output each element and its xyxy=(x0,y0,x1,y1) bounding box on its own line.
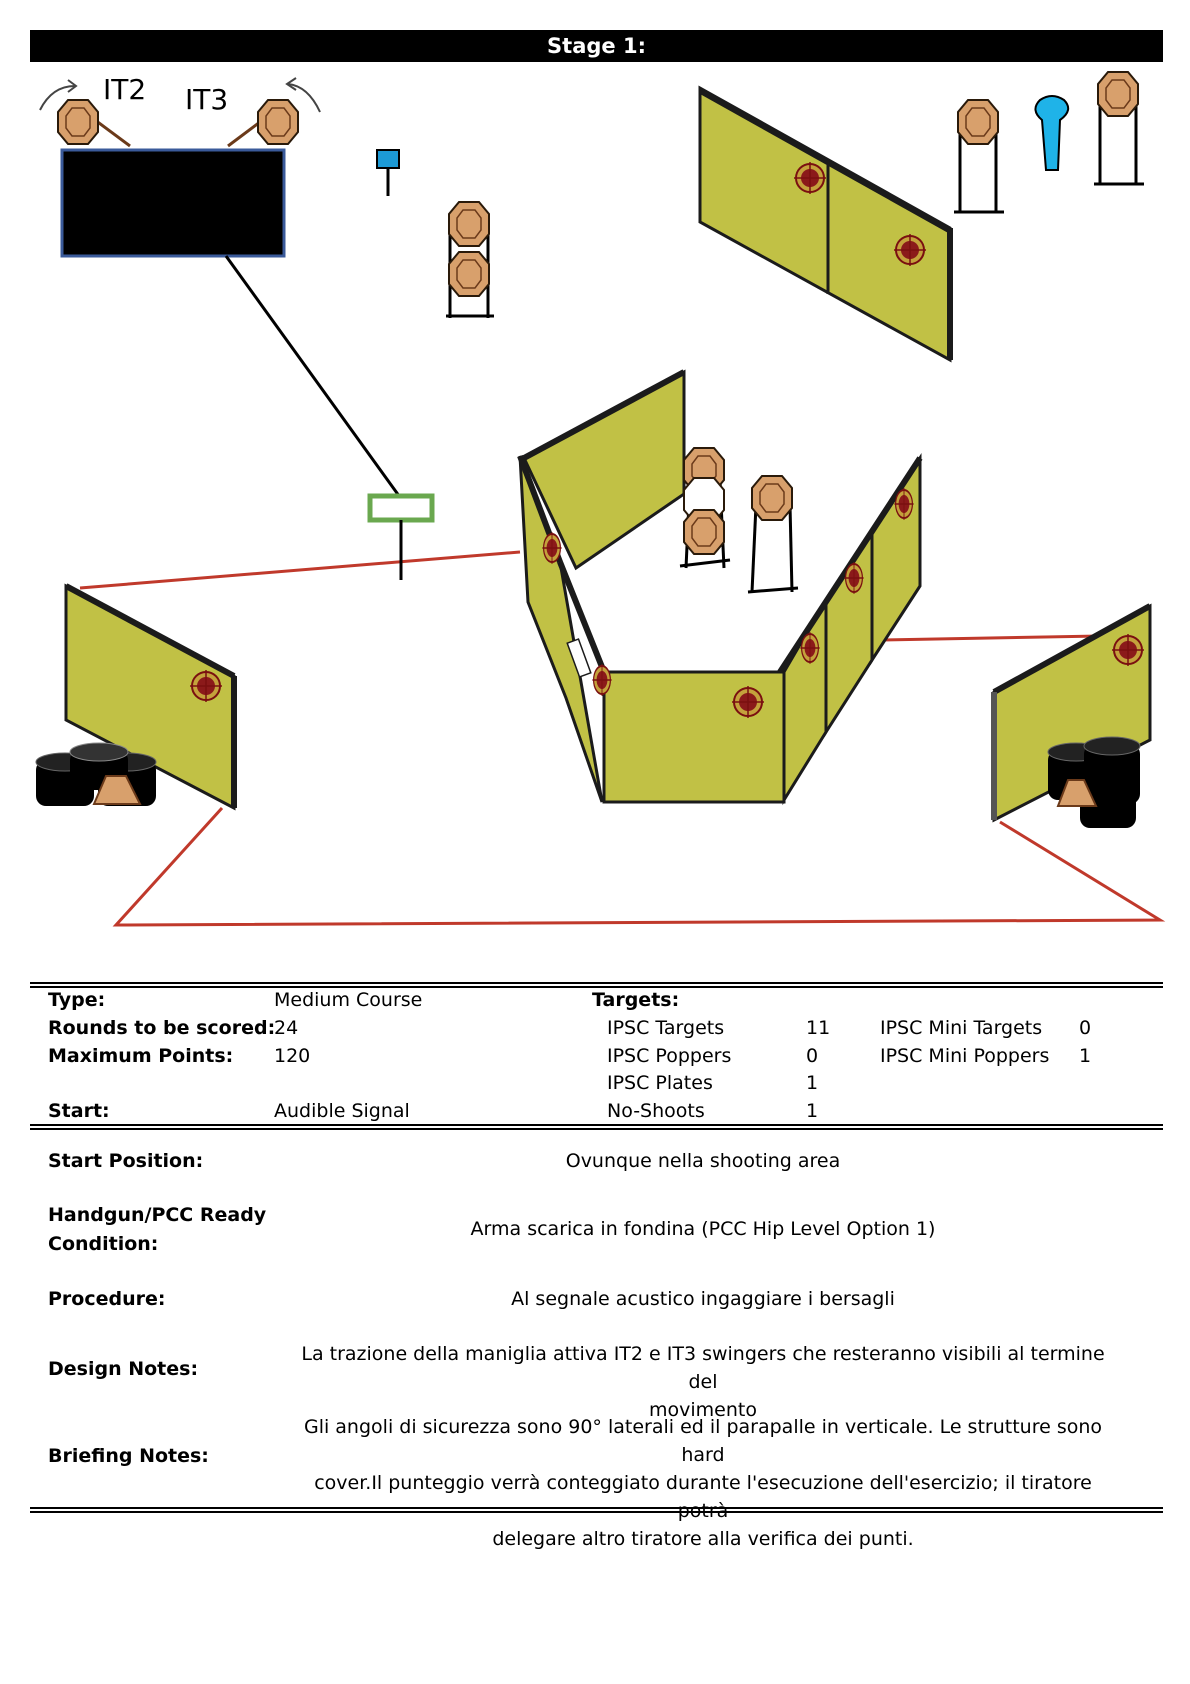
tire-stack-right xyxy=(1048,737,1140,828)
label-it2: IT2 xyxy=(103,73,147,106)
mini-popper xyxy=(1035,96,1068,170)
mini-target-count: 0 xyxy=(1079,1017,1092,1039)
stage-title: Stage 1: xyxy=(30,30,1163,62)
activator-handle xyxy=(370,496,432,580)
target-count: 0 xyxy=(806,1045,819,1067)
design-notes-value xyxy=(290,1340,1116,1424)
rule-mid xyxy=(30,1124,1163,1130)
briefing-notes-value xyxy=(290,1413,1116,1553)
target-name: IPSC Poppers xyxy=(607,1045,732,1067)
target-stand-right-1 xyxy=(954,100,1004,212)
wall-top-right xyxy=(700,88,950,360)
target-name: No-Shoots xyxy=(607,1100,705,1122)
ready-condition-label xyxy=(48,1201,266,1259)
target-name: IPSC Plates xyxy=(607,1072,713,1094)
mini-target-name: IPSC Mini Targets xyxy=(880,1017,1043,1039)
swinger-it3 xyxy=(228,78,320,146)
max-points-label: Maximum Points: xyxy=(48,1045,234,1067)
central-barricade xyxy=(520,372,920,802)
type-value: Medium Course xyxy=(274,989,423,1011)
targets-label: Targets: xyxy=(592,989,680,1011)
rounds-value: 24 xyxy=(274,1017,299,1039)
target-stack-center xyxy=(680,448,730,568)
procedure-label: Procedure: xyxy=(48,1288,166,1310)
target-stand-right-2 xyxy=(1094,72,1144,184)
design-notes-label: Design Notes: xyxy=(48,1358,199,1380)
start-position-label: Start Position: xyxy=(48,1150,204,1172)
ready-condition-label-line1: Handgun/PCC Ready xyxy=(48,1204,267,1226)
target-stand-center-right xyxy=(748,476,798,592)
mini-target-count: 1 xyxy=(1079,1045,1092,1067)
target-name: IPSC Targets xyxy=(607,1017,725,1039)
activator-barricade xyxy=(62,150,284,256)
target-count: 1 xyxy=(806,1100,819,1122)
briefing-notes-line: delegare altro tiratore alla verifica dei punti. xyxy=(492,1528,914,1550)
start-value: Audible Signal xyxy=(274,1100,410,1122)
procedure-value: Al segnale acustico ingaggiare i bersagli xyxy=(511,1288,895,1310)
briefing-notes-line: Gli angoli di sicurezza sono 90° laterali ed il parapalle in verticale. Le strutture sono hard xyxy=(303,1416,1103,1466)
design-notes-line: La trazione della maniglia attiva IT2 e IT3 swingers che resteranno visibili al termine del xyxy=(301,1343,1105,1393)
start-position-value: Ovunque nella shooting area xyxy=(565,1150,841,1172)
type-label: Type: xyxy=(48,989,106,1011)
ready-condition-value: Arma scarica in fondina (PCC Hip Level Option 1) xyxy=(470,1218,936,1240)
start-label: Start: xyxy=(48,1100,110,1122)
ready-condition-label-line2: Condition: xyxy=(48,1233,159,1255)
target-stack-top xyxy=(446,202,494,318)
rounds-label: Rounds to be scored: xyxy=(48,1017,276,1039)
target-count: 1 xyxy=(806,1072,819,1094)
label-it3: IT3 xyxy=(185,83,229,116)
start-marker xyxy=(377,150,399,196)
design-notes-line: movimento xyxy=(649,1399,757,1421)
stage-diagram xyxy=(0,62,1190,962)
mini-target-name: IPSC Mini Poppers xyxy=(880,1045,1050,1067)
briefing-notes-line: cover.Il punteggio verrà conteggiato durante l'esecuzione dell'esercizio; il tiratore potrà xyxy=(314,1472,1092,1522)
rule-top xyxy=(30,982,1163,988)
briefing-notes-label: Briefing Notes: xyxy=(48,1445,209,1467)
activator-cable xyxy=(226,256,402,500)
target-count: 11 xyxy=(806,1017,831,1039)
max-points-value: 120 xyxy=(274,1045,311,1067)
